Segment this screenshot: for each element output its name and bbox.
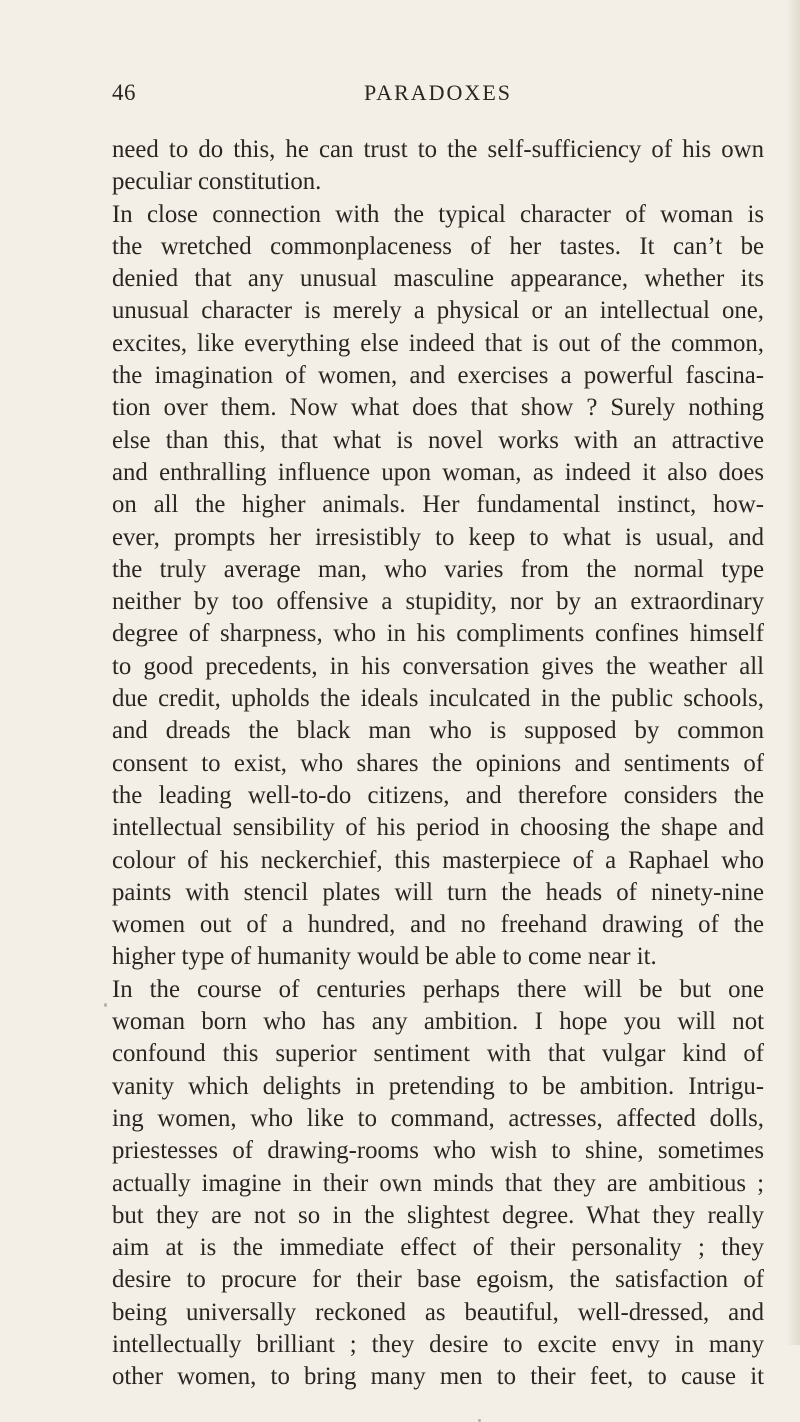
text-line: priestesses of drawing-rooms who wish to shine, sometimes (112, 1137, 764, 1165)
text-line: degree of sharpness, who in his compliments confines himself (112, 620, 764, 648)
text-line: the leading well-to-do citizens, and therefore considers the (112, 781, 764, 809)
text-line: the imagination of women, and exercises a powerful fascina- (112, 362, 764, 390)
text-line: excites, like everything else indeed that is out of the common, (112, 329, 764, 357)
text-line: vanity which delights in pretending to be ambition. Intrigu- (112, 1072, 764, 1100)
text-line: other women, to bring many men to their feet, to cause it (112, 1363, 764, 1391)
text-line: and enthralling influence upon woman, as indeed it also does (112, 458, 764, 486)
text-line: intellectual sensibility of his period in choosing the shape and (112, 814, 764, 842)
running-head (112, 80, 764, 116)
text-line: ever, prompts her irresistibly to keep to what is usual, and (112, 523, 764, 551)
text-line: the truly average man, who varies from the normal type (112, 555, 764, 583)
text-line: aim at is the immediate effect of their personality ; they (112, 1234, 764, 1262)
text-line: being universally reckoned as beautiful, well-dressed, and (112, 1298, 764, 1326)
text-line: women out of a hundred, and no freehand drawing of the (112, 911, 764, 939)
text-line: woman born who has any ambition. I hope you will not (112, 1008, 764, 1036)
text-line: desire to procure for their base egoism, the satisfaction of (112, 1266, 764, 1294)
text-line: actually imagine in their own minds that they are ambitious ; (112, 1169, 764, 1197)
text-line: intellectually brilliant ; they desire to excite envy in many (112, 1330, 764, 1358)
text-line: denied that any unusual masculine appearance, whether its (112, 265, 764, 293)
text-line: else than this, that what is novel works with an attractive (112, 426, 764, 454)
text-line: higher type of humanity would be able to come near it. (112, 943, 657, 971)
text-line: need to do this, he can trust to the self-sufficiency of his own (112, 136, 764, 163)
page-number: 46 (112, 80, 136, 105)
body-text (112, 134, 764, 1394)
text-line: and dreads the black man who is supposed by common (112, 717, 764, 745)
text-line: to good precedents, in his conversation gives the weather all (112, 652, 764, 680)
text-line: paints with stencil plates will turn the heads of ninety-nine (112, 878, 764, 906)
text-line: due credit, upholds the ideals inculcated in the public schools, (112, 685, 764, 713)
text-line: on all the higher animals. Her fundamental instinct, how- (112, 491, 764, 519)
page-edge-shadow (786, 0, 800, 1345)
text-line: neither by too offensive a stupidity, nor by an extraordinary (112, 588, 764, 616)
text-line: In the course of centuries perhaps there will be but one (112, 975, 764, 1003)
text-line: In close connection with the typical character of woman is (112, 200, 764, 228)
text-line: confound this superior sentiment with that vulgar kind of (112, 1040, 764, 1068)
text-line: unusual character is merely a physical or an intellectual one, (112, 297, 764, 325)
text-line: tion over them. Now what does that show ? Surely nothing (112, 394, 764, 422)
paper-speck (104, 1003, 107, 1007)
text-line: ing women, who like to command, actresses, affected dolls, (112, 1104, 764, 1132)
text-line: the wretched commonplaceness of her tastes. It can’t be (112, 232, 764, 260)
text-line: consent to exist, who shares the opinions and sentiments of (112, 749, 764, 777)
text-line: peculiar constitution. (112, 168, 322, 196)
running-title: PARADOXES (363, 80, 512, 105)
text-line: but they are not so in the slightest degree. What they really (112, 1201, 764, 1229)
text-line: colour of his neckerchief, this masterpiece of a Raphael who (112, 846, 764, 874)
